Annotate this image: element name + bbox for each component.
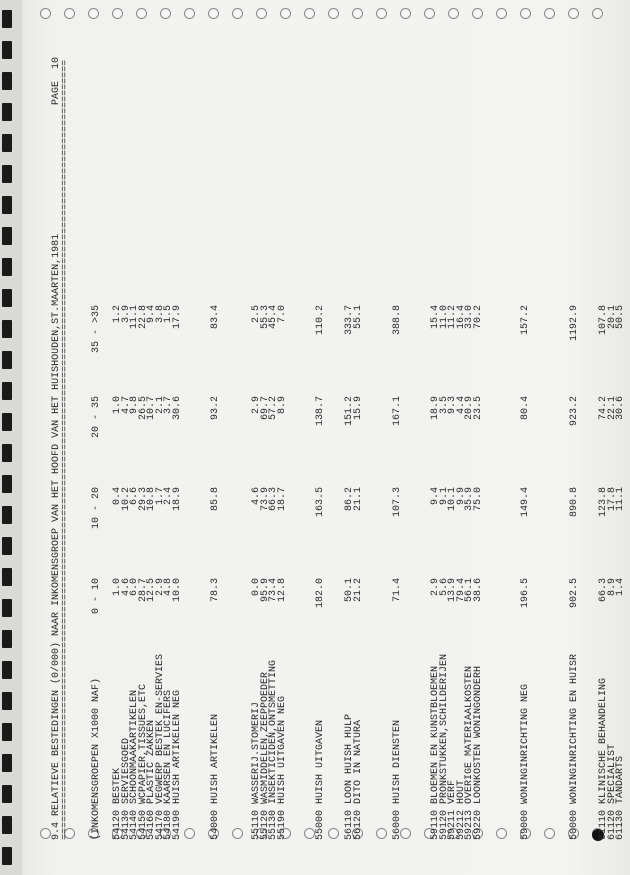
header-label: (INKOMENSGROEPEN X1000 NAF) [91, 677, 102, 840]
cell-value: 4.6 [251, 487, 262, 506]
cell-value: 18.9 [430, 396, 441, 421]
perforation-dot [376, 8, 387, 19]
cell-value: 17.9 [171, 305, 183, 330]
document-title: 9.4 RELATIEVE BESTEDINGEN (0/000) NAAR INKOMENSGROEP VAN HET HOOFD VAN HET HUISHOUDEN,ST.MAARTEN,1981 [51, 233, 62, 840]
column-header: 20 - 35 [91, 396, 102, 439]
cell-value: 21.1 [352, 487, 364, 512]
row-label: 59212 HOUT [455, 779, 467, 840]
cell-value: 73.4 [268, 578, 279, 603]
cell-value: 23.5 [472, 396, 484, 421]
cell-value: 2.9 [251, 396, 262, 415]
cell-value: 80.4 [520, 396, 531, 421]
column-header: 35 - >35 [91, 305, 102, 354]
cell-value: 0.4 [112, 487, 123, 506]
cell-value: 163.5 [315, 487, 326, 518]
cell-value: 56.1 [464, 578, 475, 603]
row-label: 61130 TANDARTS [615, 755, 626, 840]
row-label: 54180 KAARSEN EN LUCIFERS [163, 689, 174, 840]
cell-value: 9.3 [447, 396, 458, 415]
binding-hole [2, 10, 12, 28]
row-label: 59120 PRONKSTUKKEN,SCHILDERIJEN [438, 653, 450, 840]
cell-value: 2.9 [154, 578, 166, 597]
cell-value: 149.4 [520, 487, 531, 518]
binding-hole [2, 258, 12, 276]
perforation-dot [496, 8, 507, 19]
row-label: 56120 DITO IN NATURA [352, 719, 364, 840]
cell-value: 9.4 [146, 305, 157, 324]
cell-value: 5.6 [438, 578, 450, 597]
cell-value: 12.8 [276, 578, 288, 603]
perforation-dot [136, 8, 147, 19]
cell-value: 4.7 [120, 396, 132, 415]
binding-hole [2, 754, 12, 772]
perforation-dot [520, 8, 531, 19]
binding-hole [2, 723, 12, 741]
cell-value: 93.2 [210, 396, 221, 421]
row-label: 55130 INSEKTICIDEN,ONTSMETTING [268, 659, 279, 840]
cell-value: 107.8 [598, 305, 609, 336]
cell-value: 10.8 [146, 487, 157, 512]
cell-value: 50.5 [615, 305, 626, 330]
cell-value: 18.9 [171, 487, 183, 512]
cell-value: 333.7 [344, 305, 355, 336]
binding-hole [2, 568, 12, 586]
cell-value: 11.0 [438, 305, 450, 330]
cell-value: 30.6 [615, 396, 626, 421]
row-label: 59110 BLOEMEN EN KUNSTBLOEMEN [430, 665, 441, 840]
cell-value: 30.6 [171, 396, 183, 421]
cell-value: 75.0 [472, 487, 484, 512]
cell-value: 11.1 [615, 487, 626, 512]
column-header: 0 - 10 [91, 578, 102, 615]
binding-hole [2, 41, 12, 59]
row-label: 59000 WONINGINRICHTING NEG [520, 683, 531, 840]
perforation-dot [112, 8, 123, 19]
cell-value: 3.7 [163, 396, 174, 415]
cell-value: 10.1 [447, 487, 458, 512]
cell-value: 3.5 [438, 396, 450, 415]
perforation-dot [400, 8, 411, 19]
cell-value: 2.9 [430, 578, 441, 597]
binding-hole [2, 537, 12, 555]
row-label: 54130 SERVIESGOED [120, 737, 132, 840]
binding-hole [2, 103, 12, 121]
cell-value: 26.5 [137, 396, 149, 421]
perforation-dot [64, 8, 75, 19]
row-label: 59220 LOONKOSTEN WONINGONDERH [472, 665, 484, 840]
binding-hole [2, 630, 12, 648]
cell-value: 79.4 [455, 578, 467, 603]
row-label: 55120 WASMIDDELEN,ZEEPPOEDER [259, 671, 271, 840]
cell-value: 4.8 [163, 578, 174, 597]
row-label: 54160 PLASTIC ZAKKEN [146, 719, 157, 840]
binding-hole [2, 692, 12, 710]
cell-value: 33.0 [464, 305, 475, 330]
binding-hole [2, 289, 12, 307]
perforation-dot [88, 8, 99, 19]
cell-value: 8.9 [606, 578, 618, 597]
cell-value: 15.9 [352, 396, 364, 421]
row-label: 59213 OVERIGE MATERIAALKOSTEN [464, 665, 475, 840]
cell-value: 1.4 [615, 578, 626, 597]
rule-line [60, 59, 71, 845]
cell-value: 7.0 [276, 305, 288, 324]
row-label: 61120 SPECIALIST [606, 743, 618, 840]
cell-value: 890.8 [569, 487, 580, 518]
cell-value: 18.7 [276, 487, 288, 512]
cell-value: 4.6 [120, 578, 132, 597]
row-label: 54190 HUISH ARTIKELEN NEG [171, 689, 183, 840]
cell-value: 12.5 [146, 578, 157, 603]
cell-value: 55.1 [352, 305, 364, 330]
perforation-dot [184, 8, 195, 19]
cell-value: 167.1 [392, 396, 403, 427]
cell-value: 85.8 [210, 487, 221, 512]
cell-value: 66.3 [268, 487, 279, 512]
cell-value: 70.2 [472, 305, 484, 330]
cell-value: 66.3 [598, 578, 609, 603]
binding-hole [2, 382, 12, 400]
cell-value: 8.9 [276, 396, 288, 415]
cell-value: 388.8 [392, 305, 403, 336]
cell-value: 29.3 [137, 487, 149, 512]
row-label: 61110 KLINISCHE BEHANDELING [598, 677, 609, 840]
cell-value: 13.9 [447, 578, 458, 603]
binding-hole [2, 320, 12, 338]
cell-value: 78.3 [210, 578, 221, 603]
binding-hole [2, 72, 12, 90]
cell-value: 151.2 [344, 396, 355, 427]
cell-value: 1192.9 [569, 305, 580, 342]
cell-value: 11.2 [447, 305, 458, 330]
cell-value: 6.0 [129, 578, 140, 597]
cell-value: 4.4 [455, 396, 467, 415]
cell-value: 86.2 [344, 487, 355, 512]
cell-value: 69.7 [259, 396, 271, 421]
cell-value: 196.5 [520, 578, 531, 609]
binding-hole [2, 847, 12, 865]
cell-value: 73.9 [259, 487, 271, 512]
cell-value: 57.2 [268, 396, 279, 421]
perforation-dot [568, 8, 579, 19]
row-label: 54120 BESTEK [112, 767, 123, 840]
cell-value: 10.2 [120, 487, 132, 512]
cell-value: 3.9 [120, 305, 132, 324]
binding-hole [2, 227, 12, 245]
row-label: 55190 HUISH UITGAVEN NEG [276, 695, 288, 840]
row-label: 54140 SCHOONMAAKARTIKELEN [129, 689, 140, 840]
column-header: 10 - 20 [91, 487, 102, 530]
cell-value: 22.8 [137, 305, 149, 330]
row-label: 55110 WASSERIJ.STOMERIJ [251, 701, 262, 840]
binding-hole [2, 351, 12, 369]
cell-value: 138.7 [315, 396, 326, 427]
cell-value: 71.4 [392, 578, 403, 603]
binding-hole [2, 444, 12, 462]
cell-value: 157.2 [520, 305, 531, 336]
binding-hole [2, 506, 12, 524]
cell-value: 74.2 [598, 396, 609, 421]
perforation-dot [256, 8, 267, 19]
cell-value: 45.4 [268, 305, 279, 330]
perforation-dot [40, 8, 51, 19]
perforation-dot [424, 8, 435, 19]
cell-value: 6.6 [129, 487, 140, 506]
cell-value: 1.0 [112, 578, 123, 597]
cell-value: 20.9 [464, 396, 475, 421]
cell-value: 15.4 [430, 305, 441, 330]
header-row [91, 305, 102, 845]
cell-value: 20.1 [606, 305, 618, 330]
cell-value: 2.5 [251, 305, 262, 324]
binding-hole [2, 816, 12, 834]
binding-hole [2, 475, 12, 493]
rule-separator: ================================================================================================================================== [60, 59, 71, 840]
perforation-dot [160, 8, 171, 19]
cell-value: 3.8 [154, 305, 166, 324]
cell-value: 1.2 [112, 305, 123, 324]
row-label: 54170 VEGWERP BESTEK EN-SERVIES [154, 653, 166, 840]
cell-value: 95.9 [259, 578, 271, 603]
cell-value: 21.2 [352, 578, 364, 603]
cell-value: 9.9 [455, 487, 467, 506]
perforation-dot [280, 8, 291, 19]
perforation-dot [208, 8, 219, 19]
cell-value: 83.4 [210, 305, 221, 330]
binding-hole [2, 165, 12, 183]
row-label: 59211 VERF [447, 779, 458, 840]
cell-value: 50.1 [344, 578, 355, 603]
row-label: 54000 HUISH ARTIKELEN [210, 713, 221, 840]
cell-value: 16.4 [455, 305, 467, 330]
cell-value: 0.0 [251, 578, 262, 597]
cell-value: 9.8 [129, 396, 140, 415]
binding-hole [2, 413, 12, 431]
binding-hole [2, 196, 12, 214]
cell-value: 902.5 [569, 578, 580, 609]
binding-hole [2, 785, 12, 803]
cell-value: 110.2 [315, 305, 326, 336]
cell-value: 1.5 [163, 305, 174, 324]
binding-strip [0, 0, 22, 875]
cell-value: 9.4 [430, 487, 441, 506]
row-label: 56000 HUISH DIENSTEN [392, 719, 403, 840]
cell-value: 55.3 [259, 305, 271, 330]
perforation-dot [304, 8, 315, 19]
rotated-table [45, 45, 626, 845]
perforation-dot [352, 8, 363, 19]
cell-value: 22.1 [606, 396, 618, 421]
cell-value: 2.4 [163, 487, 174, 506]
row-label: 50000 WONINGINRICHTING EN HUISR [569, 653, 580, 840]
cell-value: 11.1 [129, 305, 140, 330]
row-label: 55000 HUISH UITGAVEN [315, 719, 326, 840]
binding-hole [2, 661, 12, 679]
cell-value: 2.1 [154, 396, 166, 415]
cell-value: 10.7 [146, 396, 157, 421]
cell-value: 1.0 [112, 396, 123, 415]
cell-value: 107.3 [392, 487, 403, 518]
perforation-dot [448, 8, 459, 19]
cell-value: 123.8 [598, 487, 609, 518]
cell-value: 1.7 [154, 487, 166, 506]
perforation-dot [328, 8, 339, 19]
binding-hole [2, 134, 12, 152]
cell-value: 9.1 [438, 487, 450, 506]
row-label: 56110 LOON HUISH HULP [344, 713, 355, 840]
perforation-dot [592, 8, 603, 19]
page-number: PAGE 10 [51, 56, 62, 105]
cell-value: 35.9 [464, 487, 475, 512]
binding-hole [2, 599, 12, 617]
perforation-dot [232, 8, 243, 19]
perforation-dot [544, 8, 555, 19]
row-label: 54150 WCPAPIER,TISSUES,ETC [137, 683, 149, 840]
cell-value: 38.6 [472, 578, 484, 603]
cell-value: 923.2 [569, 396, 580, 427]
perforation-dot [472, 8, 483, 19]
cell-value: 17.8 [606, 487, 618, 512]
cell-value: 28.7 [137, 578, 149, 603]
cell-value: 182.0 [315, 578, 326, 609]
cell-value: 10.0 [171, 578, 183, 603]
